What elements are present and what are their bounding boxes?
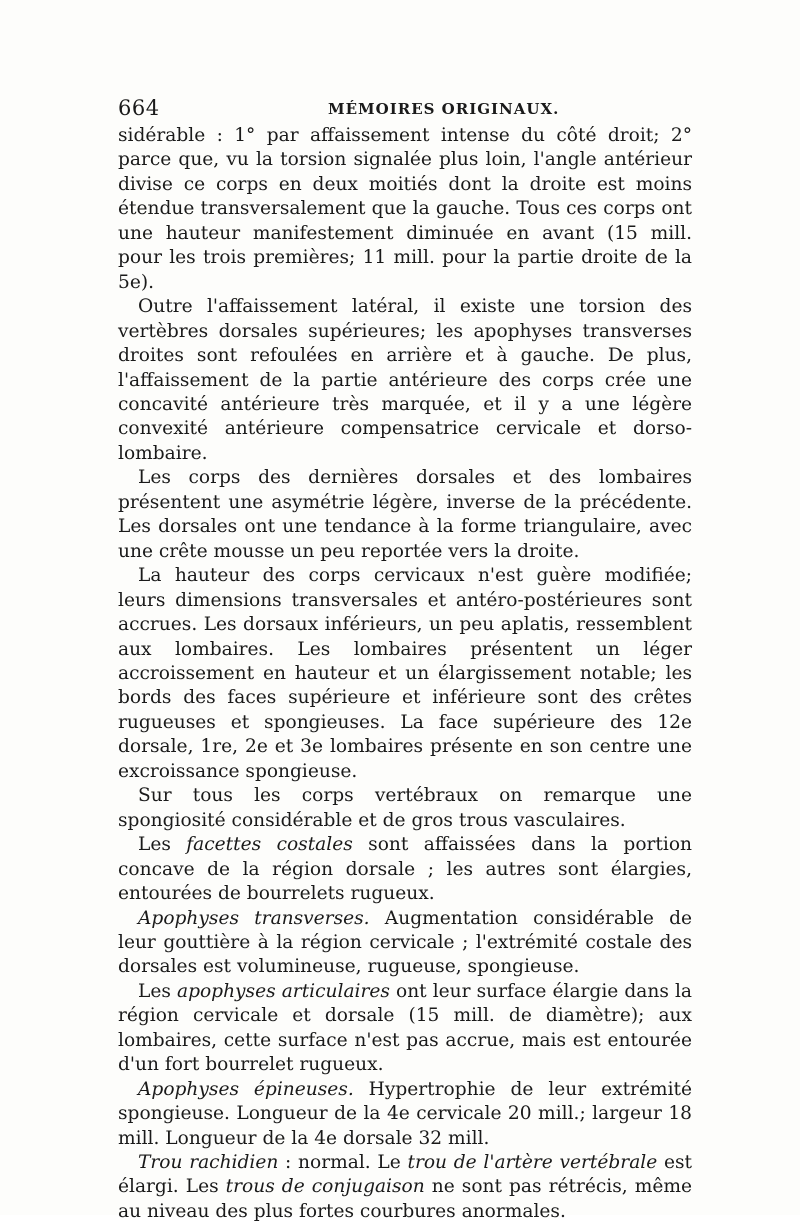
text-run: Hypertrophie de leur extrémité spongieuse. Longueur de la 4e cervicale 20 mill.; largeur 18 mill. Longueur de la 4e dorsale 32 mill. bbox=[118, 1078, 692, 1149]
italic-term: apophyses articulaires bbox=[176, 980, 390, 1002]
text-run: Les bbox=[138, 980, 177, 1002]
paragraph bbox=[118, 907, 692, 980]
text-run: La hauteur des corps cervicaux n'est guère modifiée; leurs dimensions transversales et antéro-postérieures sont accrues. Les dorsaux inférieurs, un peu aplatis, ressemblent aux lombaires. Les lombaires présentent un léger accroissement en hauteur et un élargissement notable; les bords des faces supérieure et inférieure sont des crêtes rugueuses et spongieuses. La face supérieure des 12e dorsale, 1re, 2e et 3e lombaires présente en son centre une excroissance spongieuse. bbox=[118, 565, 692, 782]
paragraph bbox=[118, 833, 692, 906]
running-title: MÉMOIRES ORIGINAUX. bbox=[328, 100, 560, 118]
italic-term: Apophyses transverses. bbox=[138, 907, 370, 929]
paragraph bbox=[118, 124, 692, 295]
italic-term: Apophyses épineuses. bbox=[138, 1078, 354, 1100]
paragraph bbox=[118, 784, 692, 833]
text-run: Sur tous les corps vertébraux on remarque une spongiosité considérable et de gros trous vasculaires. bbox=[118, 785, 692, 831]
text-run: est élargi. Les bbox=[118, 1152, 692, 1198]
italic-term: Trou rachidien bbox=[138, 1152, 279, 1174]
text-run: Les bbox=[138, 834, 187, 856]
text-run: sidérable : 1° par affaissement intense du côté droit; 2° parce que, vu la torsion signalée plus loin, l'angle antérieur divise ce corps en deux moitiés dont la droite est moins étendue transversalement que la gauche. Tous ces corps ont une hauteur manifestement diminuée en avant (15 mill. pour les trois premières; 11 mill. pour la partie droite de la 5e). bbox=[118, 125, 692, 293]
text-run: Outre l'affaissement latéral, il existe une torsion des vertèbres dorsales supérieures; les apophyses transverses droites sont refoulées en arrière et à gauche. De plus, l'affaissement de la partie antérieure des corps crée une concavité antérieure très marquée, et il y a une légère convexité antérieure compensatrice cervicale et dorso-lombaire. bbox=[118, 296, 692, 464]
paragraph bbox=[118, 466, 692, 564]
text-run: : normal. Le bbox=[278, 1152, 408, 1174]
paragraph bbox=[118, 1151, 692, 1224]
body-text bbox=[118, 124, 692, 1224]
paragraph bbox=[118, 980, 692, 1078]
paragraph bbox=[118, 295, 692, 466]
page-header bbox=[118, 96, 688, 126]
text-run: Augmentation considérable de leur gouttière à la région cervicale ; l'extrémité costale des dorsales est volumineuse, rugueuse, spongieuse. bbox=[118, 907, 692, 978]
italic-term: trou de l'artère vertébrale bbox=[407, 1152, 658, 1174]
text-run: sont affaissées dans la portion concave de la région dorsale ; les autres sont élargies, entourées de bourrelets rugueux. bbox=[118, 834, 692, 905]
text-run: ont leur surface élargie dans la région cervicale et dorsale (15 mill. de diamètre); aux lombaires, cette surface n'est pas accrue, mais est entourée d'un fort bourrelet rugueux. bbox=[118, 980, 692, 1076]
italic-term: trous de conjugaison bbox=[225, 1176, 425, 1198]
page-number: 664 bbox=[118, 96, 160, 120]
text-run: Les corps des dernières dorsales et des lombaires présentent une asymétrie légère, inverse de la précédente. Les dorsales ont une tendance à la forme triangulaire, avec une crête mousse un peu reportée vers la droite. bbox=[118, 467, 692, 562]
paragraph bbox=[118, 1078, 692, 1151]
paragraph bbox=[118, 564, 692, 784]
italic-term: facettes costales bbox=[186, 834, 353, 856]
text-run: ne sont pas rétrécis, même au niveau des plus fortes courbures anormales. bbox=[118, 1176, 692, 1222]
